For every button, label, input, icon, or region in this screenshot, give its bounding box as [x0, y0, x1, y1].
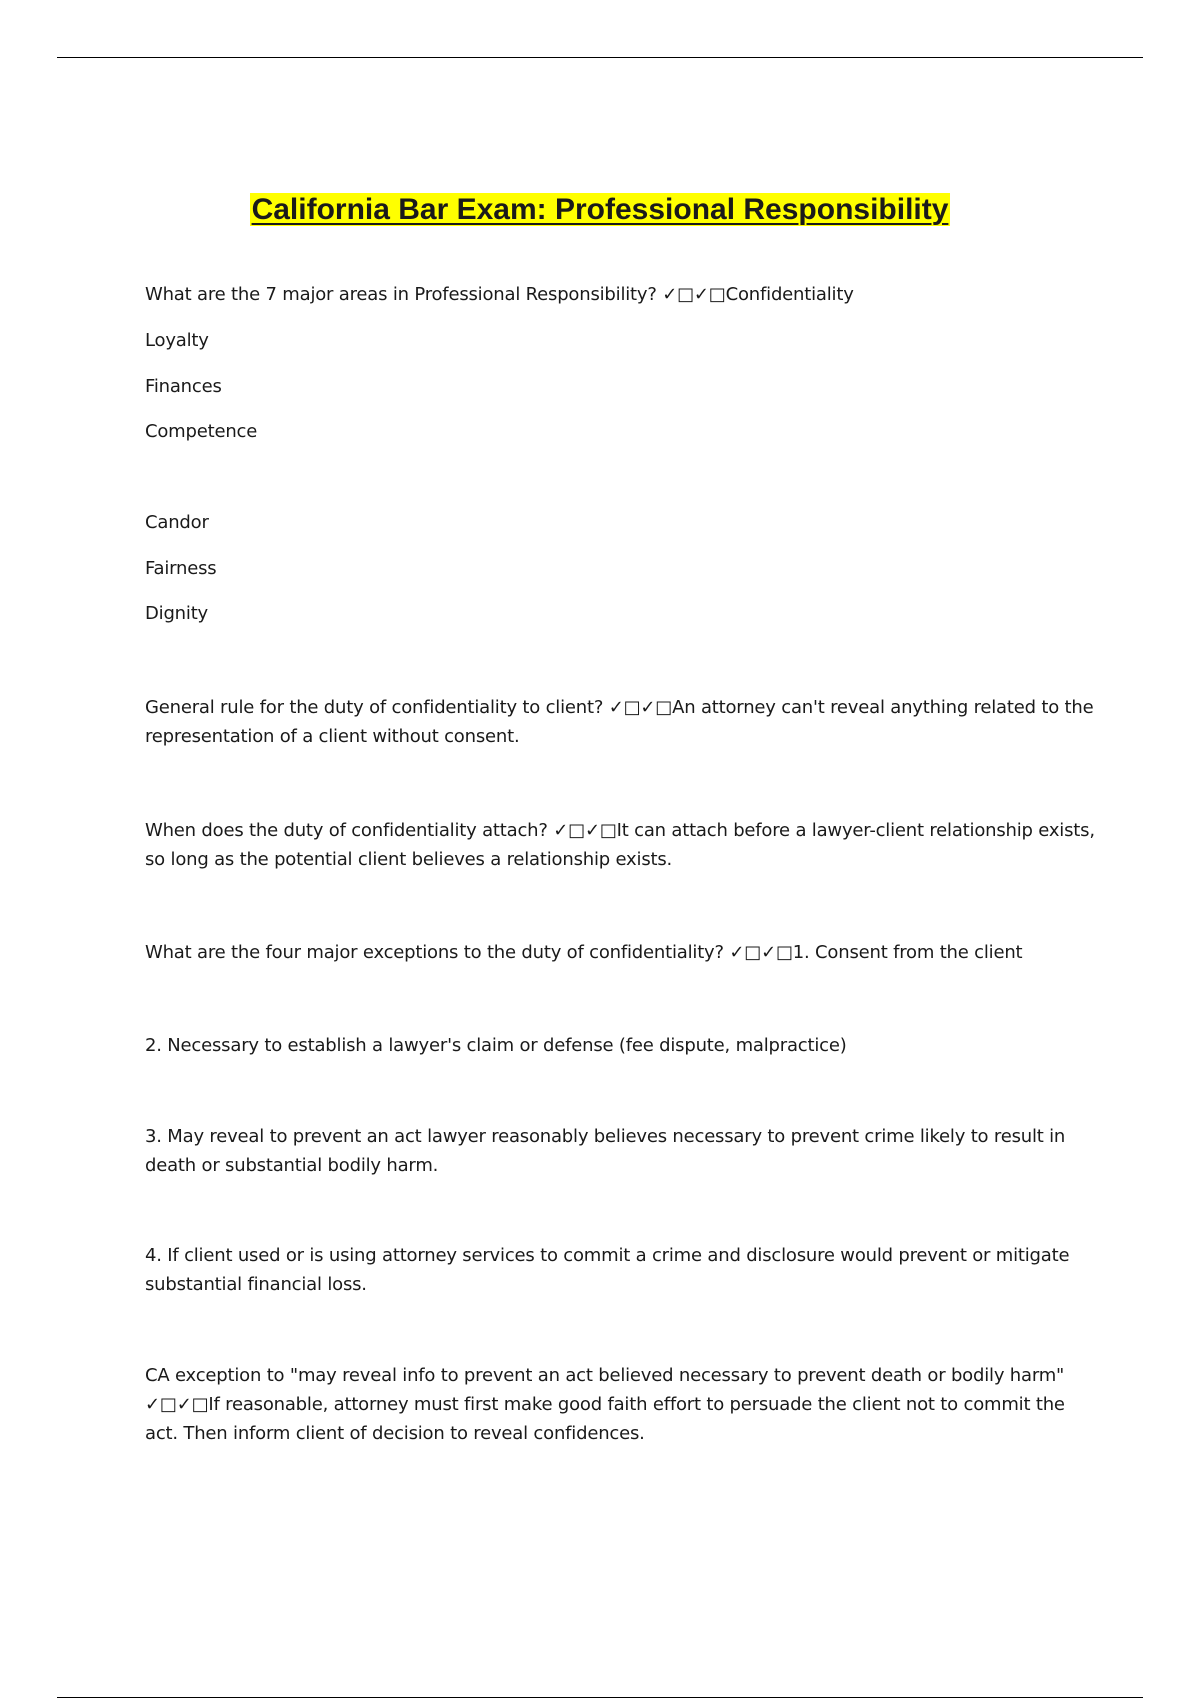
document-title — [0, 192, 1200, 228]
qa-line: What are the 7 major areas in Professional Responsibility? ✓□✓□Confidentiality — [145, 284, 854, 305]
qa-line: 3. May reveal to prevent an act lawyer reasonably believes necessary to prevent crime likely to result in death or substantial bodily harm. — [145, 1126, 1066, 1176]
qa-line: What are the four major exceptions to the duty of confidentiality? ✓□✓□1. Consent from the client — [145, 942, 1023, 963]
footer-rule — [57, 1697, 1143, 1698]
qa-line: CA exception to "may reveal info to prevent an act believed necessary to prevent death or bodily harm" ✓□✓□If reasonable, attorney must first make good faith effort to persuade the client not to commit the act. Then inform client of decision to reveal confidences. — [145, 1365, 1065, 1444]
qa-line: Candor — [145, 512, 209, 533]
qa-line: Loyalty — [145, 330, 209, 351]
qa-line: Competence — [145, 421, 258, 442]
qa-line: General rule for the duty of confidentiality to client? ✓□✓□An attorney can't reveal anything related to the representation of a client without consent. — [145, 697, 1094, 747]
qa-line: 4. If client used or is using attorney services to commit a crime and disclosure would prevent or mitigate substantial financial loss. — [145, 1245, 1070, 1295]
document-title-text: California Bar Exam: Professional Responsibility — [251, 193, 949, 226]
qa-line: 2. Necessary to establish a lawyer's claim or defense (fee dispute, malpractice) — [145, 1035, 847, 1056]
qa-line: Finances — [145, 376, 222, 397]
qa-line: When does the duty of confidentiality attach? ✓□✓□It can attach before a lawyer-client relationship exists, so long as the potential client believes a relationship exists. — [145, 820, 1095, 870]
qa-line: Fairness — [145, 558, 217, 579]
qa-line: Dignity — [145, 603, 209, 624]
header-rule — [57, 57, 1143, 58]
